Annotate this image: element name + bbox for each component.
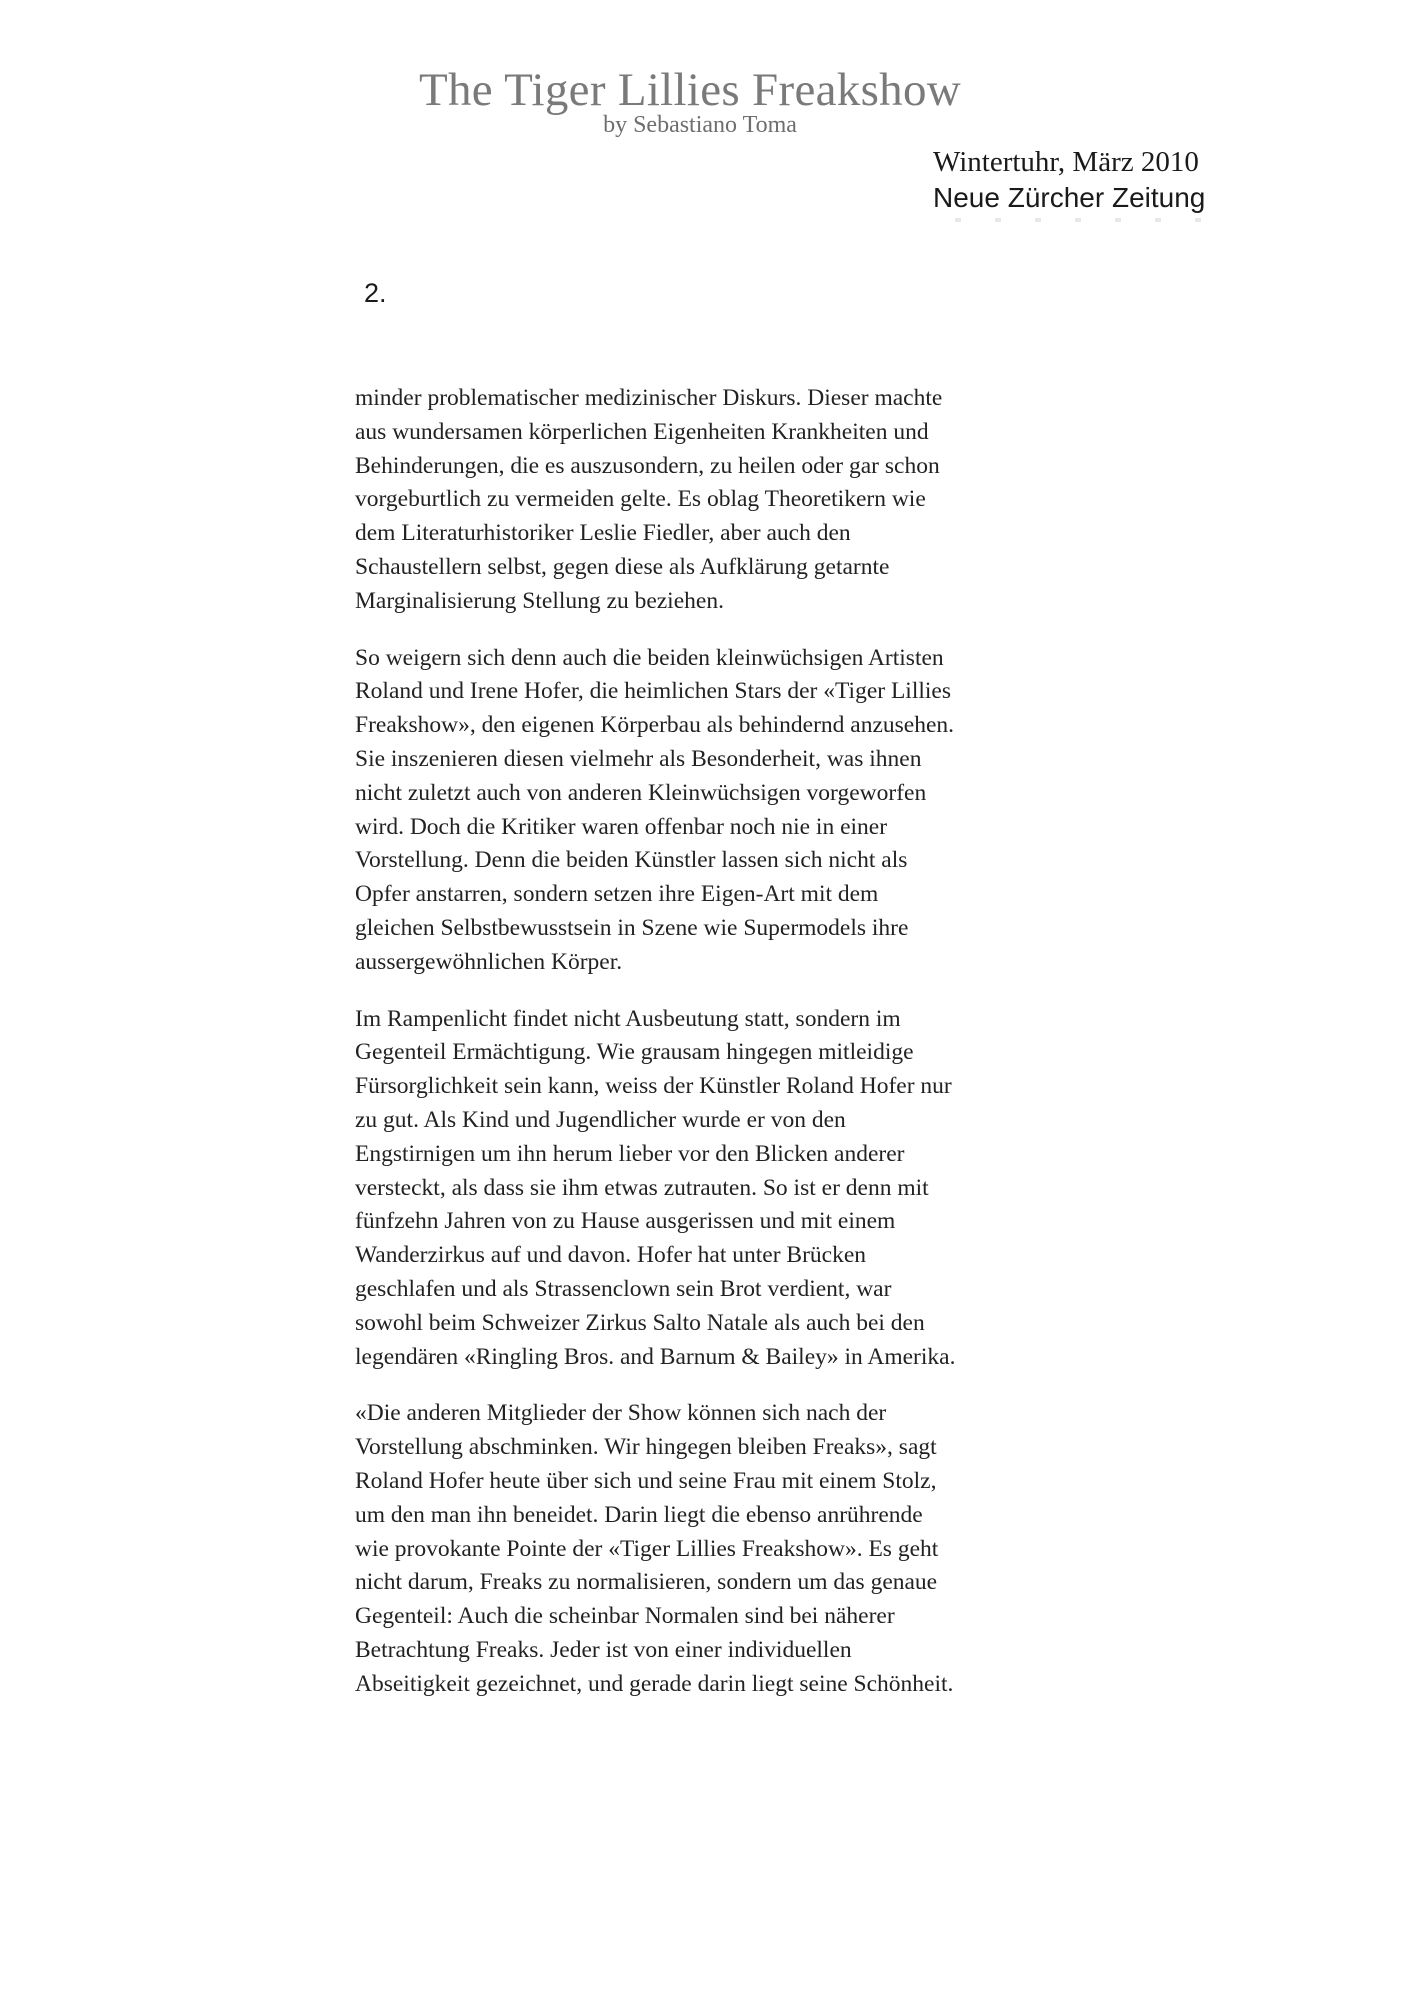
text-line: wird. Doch die Kritiker waren offenbar noch nie in einer <box>355 813 888 840</box>
text-line: aussergewöhnlichen Körper. <box>355 948 623 975</box>
text-line: Roland Hofer heute über sich und seine Frau mit einem Stolz, <box>355 1467 937 1494</box>
text-line: dem Literaturhistoriker Leslie Fiedler, aber auch den <box>355 520 851 547</box>
cropped-text-fragment <box>955 218 1225 222</box>
text-line: Roland und Irene Hofer, die heimlichen Stars der «Tiger Lillies <box>355 678 951 705</box>
text-line: legendären «Ringling Bros. and Barnum & Bailey» in Amerika. <box>355 1343 956 1370</box>
paragraph <box>355 382 1075 619</box>
text-line: aus wundersamen körperlichen Eigenheiten Krankheiten und <box>355 418 929 445</box>
text-line: Vorstellung abschminken. Wir hingegen bleiben Freaks», sagt <box>355 1434 937 1461</box>
text-line: Opfer anstarren, sondern setzen ihre Eigen-Art mit dem <box>355 881 879 908</box>
text-line: wie provokante Pointe der «Tiger Lillies Freakshow». Es geht <box>355 1535 939 1562</box>
dateline: Wintertuhr, März 2010 <box>933 146 1199 178</box>
paragraph <box>355 1003 1075 1375</box>
text-line: Wanderzirkus auf und davon. Hofer hat unter Brücken <box>355 1242 867 1269</box>
page-number: 2. <box>364 278 387 308</box>
paragraph <box>355 642 1075 980</box>
text-line: Fürsorglichkeit sein kann, weiss der Künstler Roland Hofer nur <box>355 1073 952 1100</box>
text-line: Sie inszenieren diesen vielmehr als Besonderheit, was ihnen <box>355 745 922 772</box>
text-line: So weigern sich denn auch die beiden kleinwüchsigen Artisten <box>355 644 944 671</box>
text-line: sowohl beim Schweizer Zirkus Salto Natale als auch bei den <box>355 1309 925 1336</box>
document-title: The Tiger Lillies Freakshow <box>418 64 962 116</box>
article-body <box>355 382 1075 1724</box>
text-line: Im Rampenlicht findet nicht Ausbeutung statt, sondern im <box>355 1005 901 1032</box>
text-line: vorgeburtlich zu vermeiden gelte. Es oblag Theoretikern wie <box>355 486 926 513</box>
text-line: geschlafen und als Strassenclown sein Brot verdient, war <box>355 1275 892 1302</box>
text-line: Betrachtung Freaks. Jeder ist von einer individuellen <box>355 1636 852 1663</box>
text-line: Abseitigkeit gezeichnet, und gerade darin liegt seine Schönheit. <box>355 1670 954 1697</box>
text-line: Gegenteil: Auch die scheinbar Normalen sind bei näherer <box>355 1603 895 1630</box>
text-line: Engstirnigen um ihn herum lieber vor den Blicken anderer <box>355 1140 905 1167</box>
text-line: nicht zuletzt auch von anderen Kleinwüchsigen vorgeworfen <box>355 779 927 806</box>
text-line: Gegenteil Ermächtigung. Wie grausam hingegen mitleidige <box>355 1039 914 1066</box>
text-line: gleichen Selbstbewusstsein in Szene wie Supermodels ihre <box>355 914 909 941</box>
text-line: zu gut. Als Kind und Jugendlicher wurde er von den <box>355 1106 846 1133</box>
text-line: versteckt, als dass sie ihm etwas zutrauten. So ist er denn mit <box>355 1174 929 1201</box>
text-line: um den man ihn beneidet. Darin liegt die ebenso anrührende <box>355 1501 923 1528</box>
text-line: nicht darum, Freaks zu normalisieren, sondern um das genaue <box>355 1569 938 1596</box>
text-line: Marginalisierung Stellung zu beziehen. <box>355 587 724 614</box>
author-byline: by Sebastiano Toma <box>603 112 797 138</box>
text-line: Vorstellung. Denn die beiden Künstler lassen sich nicht als <box>355 847 908 874</box>
paragraph <box>355 1397 1075 1701</box>
text-line: fünfzehn Jahren von zu Hause ausgerissen und mit einem <box>355 1208 896 1235</box>
publication-source: Neue Zürcher Zeitung <box>933 182 1206 213</box>
text-line: «Die anderen Mitglieder der Show können sich nach der <box>355 1400 887 1427</box>
text-line: Behinderungen, die es auszusondern, zu heilen oder gar schon <box>355 452 940 479</box>
text-line: Freakshow», den eigenen Körperbau als behindernd anzusehen. <box>355 712 955 739</box>
text-line: Schaustellern selbst, gegen diese als Aufklärung getarnte <box>355 553 890 580</box>
text-line: minder problematischer medizinischer Diskurs. Dieser machte <box>355 385 943 411</box>
